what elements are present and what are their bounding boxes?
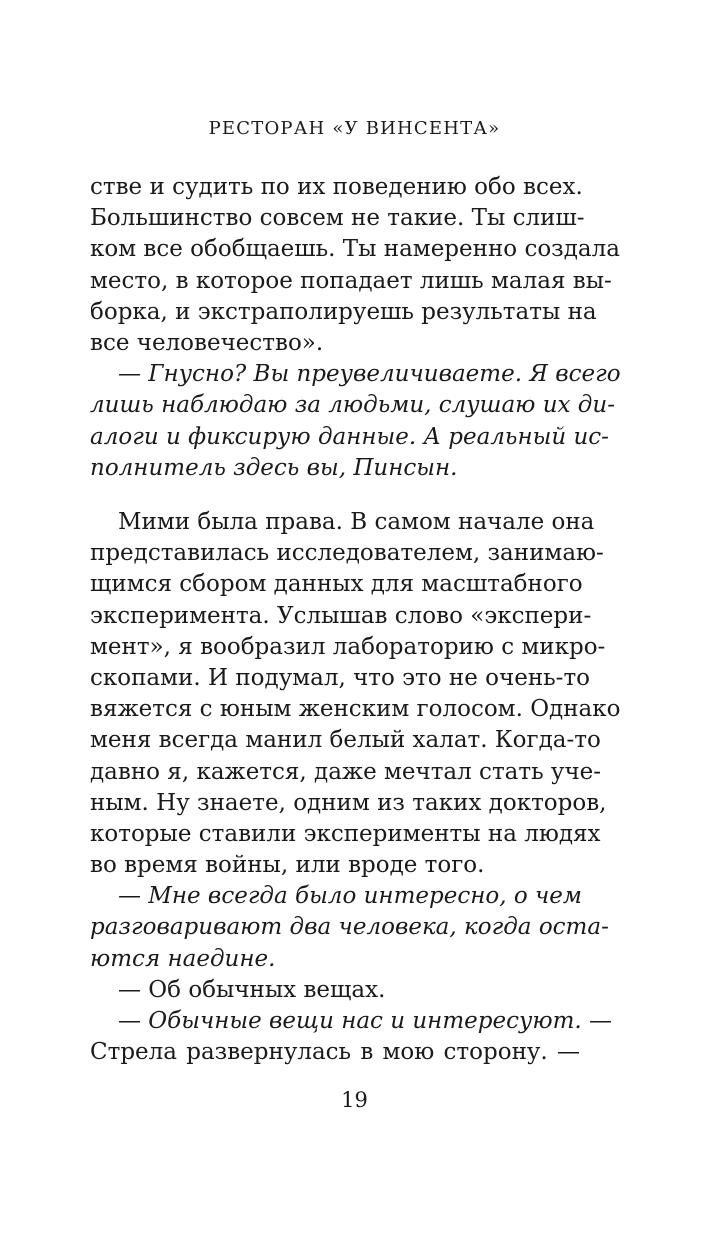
text-line: давно я, кажется, даже мечтал стать уче- xyxy=(90,758,602,785)
dialogue-line: алоги и фиксирую данные. А реальный ис- xyxy=(90,423,609,450)
dialogue-line: — Об обычных вещах. xyxy=(118,976,386,1003)
text-line: ным. Ну знаете, одним из таких докторов, xyxy=(90,789,607,816)
text-line: во время войны, или вроде того. xyxy=(90,852,485,879)
dialogue-line: ются наедине. xyxy=(90,945,276,972)
dialogue-line: полнитель здесь вы, Пинсын. xyxy=(90,454,458,481)
text-line: Большинство совсем не такие. Ты слиш- xyxy=(90,205,585,232)
dialogue-line xyxy=(90,1006,612,1037)
text-line: ком все обобщаешь. Ты намеренно создала xyxy=(90,236,620,263)
text-block-top xyxy=(90,172,621,484)
text-line: представилась исследователем, занимаю- xyxy=(90,540,604,567)
dialogue-line: лишь наблюдаю за людьми, слушаю их ди- xyxy=(90,392,615,419)
text-line: вяжется с юным женским голосом. Однако xyxy=(90,696,621,723)
text-line: борка, и экстраполируешь результаты на xyxy=(90,298,597,325)
text-line: все человечество». xyxy=(90,329,324,356)
text-line: которые ставили эксперименты на людях xyxy=(90,820,601,847)
text-line: место, в которое попадает лишь малая вы- xyxy=(90,267,612,294)
text-line: мент», я вообразил лабораторию с микро- xyxy=(90,633,606,660)
running-header: РЕСТОРАН «У ВИНСЕНТА» xyxy=(208,118,501,139)
text-block-main xyxy=(90,507,621,1068)
text-line: эксперимента. Услышав слово «экспери- xyxy=(90,602,592,629)
page-number: 19 xyxy=(341,1088,368,1112)
dialogue-line: — Гнусно? Вы преувеличиваете. Я всего xyxy=(118,361,621,388)
text-line: стве и судить по их поведению обо всех. xyxy=(90,174,583,200)
text-line: щимся сбором данных для масштабного xyxy=(90,571,583,598)
dialogue-line: разговаривают два человека, когда оста- xyxy=(90,914,609,941)
text-line: меня всегда манил белый халат. Когда-то xyxy=(90,727,601,754)
text-line: Мими была права. В самом начале она xyxy=(118,509,595,535)
dialogue-italic-part: — Обычные вещи нас и интересуют. — xyxy=(118,1008,612,1034)
dialogue-line: — Мне всегда было интересно, о чем xyxy=(118,883,582,910)
text-line: Стрела развернулась в мою сторону. — xyxy=(90,1039,580,1066)
text-line: скопами. И подумал, что это не очень-то xyxy=(90,664,591,691)
